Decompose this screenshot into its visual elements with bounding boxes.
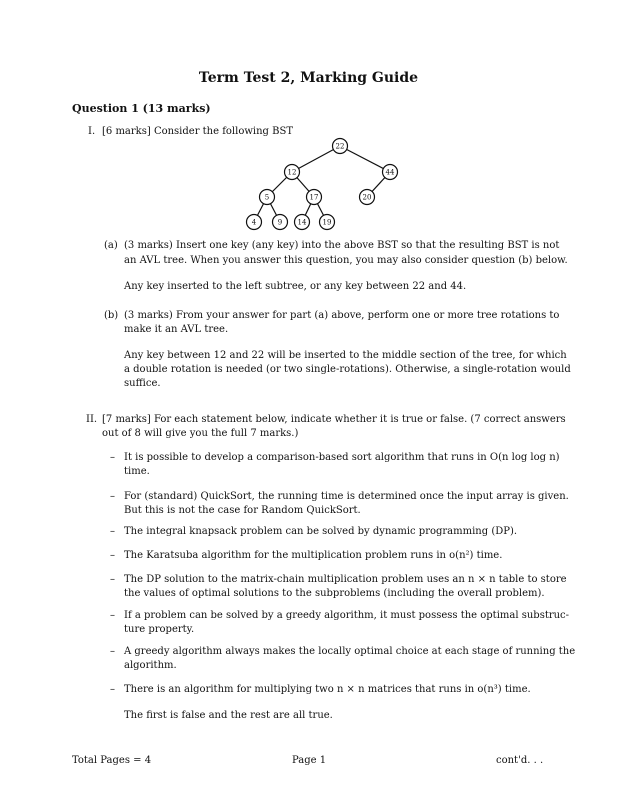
edge-22-12 [292, 146, 340, 172]
bst-label-4: 4 [251, 218, 257, 227]
statement-bullet: – [110, 684, 115, 695]
footer-page-number: Page 1 [292, 755, 327, 766]
sub-a-answer: Any key inserted to the left subtree, or any key between 22 and 44. [124, 281, 467, 292]
statement-2-line-1: For (standard) QuickSort, the running time is determined once the input array is given. [124, 491, 569, 502]
bst-label-5: 5 [264, 193, 270, 202]
footer-continued: cont'd. . . [496, 755, 544, 766]
statement-5-line-1: The DP solution to the matrix-chain multiplication problem uses an n × n table to store [124, 574, 567, 585]
bst-label-19: 19 [322, 218, 332, 227]
statement-2-line-2: But this is not the case for Random QuickSort. [124, 505, 361, 516]
statement-bullet: – [110, 574, 115, 585]
part-2-prompt-2: out of 8 will give you the full 7 marks.) [102, 428, 299, 439]
statement-bullet: – [110, 550, 115, 561]
sub-b-line-2: make it an AVL tree. [124, 324, 229, 335]
statement-3-line-1: The integral knapsack problem can be solved by dynamic programming (DP). [124, 526, 518, 537]
bst-label-44: 44 [385, 168, 395, 177]
sub-b-answer-2: a double rotation is needed (or two single-rotations). Otherwise, a single-rotation would [124, 364, 571, 375]
bst-label-17: 17 [309, 193, 319, 202]
document-title: Term Test 2, Marking Guide [198, 70, 419, 86]
sub-a-line-2: an AVL tree. When you answer this question, you may also consider question (b) below. [124, 255, 568, 266]
sub-a-line-1: (3 marks) Insert one key (any key) into the above BST so that the resulting BST is not [124, 240, 560, 251]
question-1-heading: Question 1 (13 marks) [72, 102, 211, 115]
bst-label-20: 20 [362, 193, 372, 202]
bst-label-14: 14 [297, 218, 307, 227]
part-2-prompt-1: [7 marks] For each statement below, indicate whether it is true or false. (7 correct answers [102, 414, 566, 425]
statement-1-line-2: time. [124, 466, 150, 477]
statement-1-line-1: It is possible to develop a comparison-based sort algorithm that runs in O(n log log n) [124, 452, 560, 463]
sub-a-label: (a) [104, 240, 118, 251]
statement-8-line-1: There is an algorithm for multiplying two n × n matrices that runs in o(n³) time. [124, 684, 531, 695]
bst-diagram [240, 132, 420, 234]
bst-edges [254, 146, 390, 222]
statement-7-line-1: A greedy algorithm always makes the locally optimal choice at each stage of running the [124, 646, 576, 657]
statement-5-line-2: the values of optimal solutions to the subproblems (including the overall problem). [124, 588, 545, 599]
sub-b-answer-1: Any key between 12 and 22 will be inserted to the middle section of the tree, for which [124, 350, 567, 361]
statement-6-line-2: ture property. [124, 624, 195, 635]
statement-bullet: – [110, 491, 115, 502]
edge-22-44 [340, 146, 390, 172]
bst-label-9: 9 [277, 218, 283, 227]
footer-total-pages: Total Pages = 4 [72, 755, 152, 766]
bst-label-12: 12 [287, 168, 297, 177]
sub-b-line-1: (3 marks) From your answer for part (a) above, perform one or more tree rotations to [124, 310, 560, 321]
statement-bullet: – [110, 452, 115, 463]
sub-b-label: (b) [104, 310, 119, 321]
part-1-prompt: [6 marks] Consider the following BST [102, 126, 294, 137]
statement-7-line-2: algorithm. [124, 660, 177, 671]
part-2-label: II. [86, 414, 98, 425]
sub-b-answer-3: suffice. [124, 378, 161, 389]
bst-label-22: 22 [335, 142, 345, 151]
statement-6-line-1: If a problem can be solved by a greedy algorithm, it must possess the optimal substruc- [124, 610, 570, 621]
statement-bullet: – [110, 526, 115, 537]
statement-bullet: – [110, 646, 115, 657]
part-1-label: I. [88, 126, 96, 137]
statement-bullet: – [110, 610, 115, 621]
statement-4-line-1: The Karatsuba algorithm for the multiplication problem runs in o(n²) time. [124, 550, 503, 561]
part-2-answer: The first is false and the rest are all true. [124, 710, 333, 721]
